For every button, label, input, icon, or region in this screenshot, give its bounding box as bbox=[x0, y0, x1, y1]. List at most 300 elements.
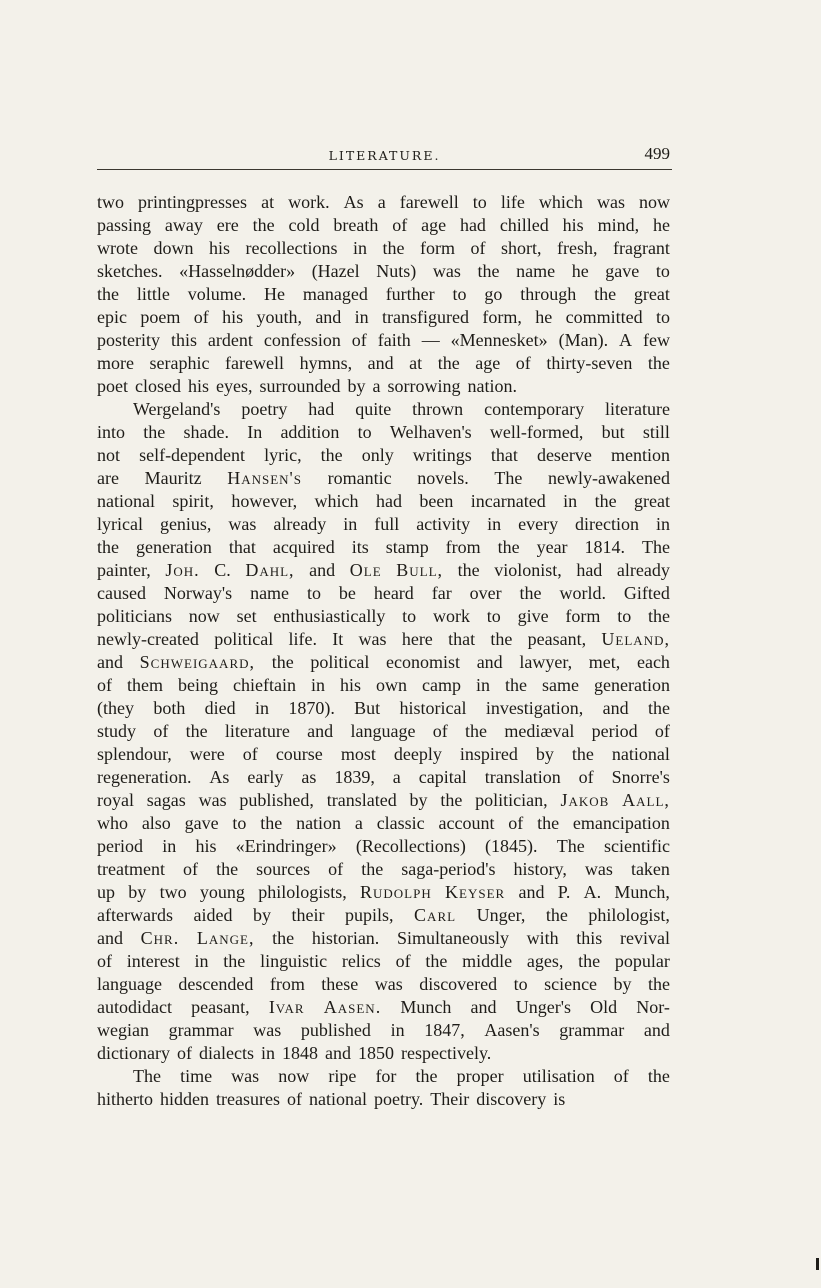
word: form bbox=[419, 238, 455, 258]
word: to bbox=[472, 192, 487, 212]
word: chilled bbox=[499, 215, 549, 235]
word: Munch, bbox=[614, 882, 670, 902]
word: age bbox=[475, 353, 501, 373]
word: The bbox=[641, 537, 670, 557]
word: in bbox=[563, 491, 578, 511]
word: and bbox=[315, 307, 342, 327]
word: a bbox=[354, 813, 363, 833]
text-line bbox=[97, 283, 670, 306]
word: already bbox=[616, 560, 670, 580]
word: utilisation bbox=[522, 1066, 595, 1086]
word: Ole bbox=[349, 560, 382, 580]
word: committed bbox=[565, 307, 643, 327]
word: to bbox=[617, 606, 632, 626]
word: period bbox=[591, 721, 638, 741]
word: Ivar bbox=[268, 997, 305, 1017]
word: economist bbox=[386, 652, 461, 672]
word: and bbox=[367, 353, 394, 373]
word: peasant, bbox=[191, 997, 250, 1017]
word: hymns, bbox=[299, 353, 353, 373]
word: met, bbox=[588, 652, 621, 672]
word: here bbox=[401, 629, 433, 649]
word: linguistic bbox=[260, 951, 328, 971]
word: the bbox=[97, 284, 119, 304]
word: the bbox=[223, 951, 246, 971]
word: set bbox=[236, 606, 257, 626]
word: Mauritz bbox=[144, 468, 202, 488]
word: however, bbox=[231, 491, 298, 511]
word: of bbox=[176, 1043, 192, 1063]
word: It bbox=[332, 629, 344, 649]
word: a bbox=[372, 376, 381, 396]
word: Snorre's bbox=[611, 767, 670, 787]
text-line bbox=[97, 306, 670, 329]
word: literature bbox=[224, 721, 290, 741]
word: recollections bbox=[245, 238, 338, 258]
word: political bbox=[310, 652, 370, 672]
word: deserve bbox=[536, 445, 592, 465]
word: of bbox=[97, 675, 112, 695]
word: of bbox=[395, 951, 411, 971]
word: was bbox=[231, 1066, 260, 1086]
word: stamp bbox=[385, 537, 429, 557]
text-line bbox=[97, 582, 670, 605]
text-line bbox=[97, 651, 670, 674]
word: the bbox=[97, 537, 119, 557]
word: their bbox=[291, 905, 325, 925]
word: Gifted bbox=[623, 583, 670, 603]
text-line bbox=[97, 605, 670, 628]
word: of bbox=[654, 721, 670, 741]
word: the bbox=[320, 445, 343, 465]
word: epic bbox=[97, 307, 127, 327]
word: writings bbox=[412, 445, 472, 465]
word: had bbox=[375, 491, 402, 511]
word: had bbox=[459, 215, 486, 235]
word: philologists, bbox=[258, 882, 347, 902]
text-line bbox=[97, 950, 670, 973]
word: translation bbox=[484, 767, 561, 787]
word: relics bbox=[341, 951, 381, 971]
word: Chr. bbox=[140, 928, 180, 948]
word: the bbox=[490, 629, 513, 649]
text-line bbox=[97, 398, 670, 421]
text-line bbox=[97, 743, 670, 766]
word: faith bbox=[377, 330, 411, 350]
word: fresh, bbox=[556, 238, 598, 258]
word: give bbox=[517, 606, 549, 626]
text-line bbox=[97, 766, 670, 789]
word: Joh. bbox=[165, 560, 200, 580]
word: taken bbox=[630, 859, 670, 879]
word: language bbox=[350, 721, 416, 741]
word: acquired bbox=[272, 537, 335, 557]
word: the bbox=[185, 721, 208, 741]
word: newly-awakened bbox=[548, 468, 670, 488]
word: direction bbox=[575, 514, 640, 534]
word: politician, bbox=[475, 790, 548, 810]
text-line bbox=[97, 789, 670, 812]
word: of bbox=[613, 1066, 629, 1086]
word: of bbox=[578, 767, 594, 787]
word: national bbox=[97, 491, 155, 511]
word: with bbox=[526, 928, 559, 948]
word: of bbox=[392, 215, 408, 235]
word: posterity bbox=[97, 330, 160, 350]
word: account bbox=[438, 813, 495, 833]
word: young bbox=[199, 882, 245, 902]
word: still bbox=[642, 422, 670, 442]
word: full bbox=[374, 514, 400, 534]
word: the bbox=[440, 790, 463, 810]
word: he bbox=[571, 261, 589, 281]
word: a bbox=[392, 767, 401, 787]
word: hidden bbox=[160, 1089, 209, 1109]
word: which bbox=[538, 192, 583, 212]
word: passing bbox=[97, 215, 151, 235]
word: his bbox=[222, 307, 244, 327]
word: go bbox=[484, 284, 503, 304]
word: to bbox=[655, 261, 670, 281]
text-line bbox=[97, 375, 670, 398]
word: ages, bbox=[526, 951, 564, 971]
word: course bbox=[275, 744, 323, 764]
word: peasant, bbox=[527, 629, 587, 649]
text-line bbox=[97, 1042, 670, 1065]
word: great bbox=[634, 491, 670, 511]
word: historian. bbox=[311, 928, 380, 948]
word: addition bbox=[280, 422, 340, 442]
text-line bbox=[97, 191, 670, 214]
word: poetry. bbox=[373, 1089, 424, 1109]
word: and bbox=[324, 1043, 351, 1063]
word: of bbox=[193, 307, 209, 327]
word: «Erindringer» bbox=[235, 836, 337, 856]
word: the bbox=[415, 1066, 438, 1086]
word: form bbox=[565, 606, 601, 626]
word: to bbox=[357, 422, 372, 442]
word: was bbox=[198, 790, 227, 810]
word: were bbox=[189, 744, 225, 764]
word: literature bbox=[605, 399, 670, 419]
word: that bbox=[490, 445, 518, 465]
word: aided bbox=[193, 905, 233, 925]
word: emancipation bbox=[572, 813, 670, 833]
word: of bbox=[432, 721, 448, 741]
word: mediæval bbox=[504, 721, 575, 741]
word: world. bbox=[559, 583, 606, 603]
word: been bbox=[419, 491, 454, 511]
word: same bbox=[542, 675, 579, 695]
text-line bbox=[97, 237, 670, 260]
word: of bbox=[183, 859, 199, 879]
word: in bbox=[194, 951, 209, 971]
word: the bbox=[143, 422, 166, 442]
word: ardent bbox=[207, 330, 253, 350]
word: of bbox=[515, 353, 531, 373]
word: them bbox=[127, 675, 163, 695]
word: to bbox=[306, 583, 321, 603]
word: in bbox=[487, 514, 502, 534]
text-line bbox=[97, 1019, 670, 1042]
word: painter, bbox=[97, 560, 151, 580]
word: national bbox=[308, 1089, 367, 1109]
word: and bbox=[643, 1020, 670, 1040]
word: its bbox=[351, 537, 369, 557]
word: to bbox=[232, 813, 247, 833]
word: that bbox=[448, 629, 476, 649]
word: sources bbox=[256, 859, 311, 879]
text-line bbox=[97, 881, 670, 904]
word: the bbox=[545, 905, 568, 925]
word: the bbox=[465, 721, 488, 741]
word: little bbox=[136, 284, 170, 304]
word: was bbox=[358, 629, 387, 649]
text-line bbox=[97, 720, 670, 743]
word: 1870). bbox=[288, 698, 335, 718]
word: he bbox=[652, 215, 670, 235]
word: to bbox=[402, 606, 417, 626]
word: national bbox=[611, 744, 670, 764]
word: and bbox=[97, 928, 123, 948]
word: history, bbox=[513, 859, 567, 879]
word: to bbox=[513, 974, 528, 994]
word: romantic bbox=[327, 468, 392, 488]
word: the bbox=[216, 859, 239, 879]
word: who bbox=[97, 813, 128, 833]
word: poem bbox=[140, 307, 181, 327]
word: As bbox=[343, 192, 364, 212]
word: thrown bbox=[412, 399, 464, 419]
word: discovered bbox=[419, 974, 498, 994]
word: was bbox=[374, 974, 403, 994]
word: two bbox=[159, 882, 187, 902]
word: and bbox=[470, 997, 497, 1017]
text-line bbox=[97, 812, 670, 835]
word: activity bbox=[416, 514, 471, 534]
word: closed bbox=[135, 376, 181, 396]
word: that bbox=[228, 537, 256, 557]
word: he bbox=[535, 307, 553, 327]
word: farewell bbox=[399, 192, 459, 212]
word: and bbox=[518, 882, 545, 902]
word: newly-created bbox=[97, 629, 199, 649]
word: lyric, bbox=[264, 445, 302, 465]
word: to bbox=[655, 307, 670, 327]
word: already bbox=[273, 514, 327, 534]
word: life. bbox=[288, 629, 317, 649]
word: more bbox=[97, 353, 134, 373]
word: the bbox=[648, 606, 670, 626]
word: Ueland, bbox=[601, 629, 670, 649]
word: in bbox=[310, 675, 325, 695]
word: transfigured bbox=[382, 307, 470, 327]
word: respectively. bbox=[400, 1043, 492, 1063]
word: ere bbox=[216, 215, 239, 235]
word: by bbox=[535, 744, 554, 764]
word: in bbox=[343, 514, 358, 534]
word: at bbox=[261, 192, 275, 212]
word: was bbox=[432, 261, 461, 281]
word: from bbox=[445, 537, 481, 557]
word: sketches. bbox=[97, 261, 163, 281]
word: shade. bbox=[183, 422, 229, 442]
word: Jakob bbox=[560, 790, 610, 810]
text-line bbox=[97, 628, 670, 651]
word: now bbox=[278, 1066, 310, 1086]
word: revival bbox=[619, 928, 670, 948]
margin-mark bbox=[816, 1258, 819, 1270]
word: of bbox=[153, 721, 169, 741]
word: his bbox=[208, 238, 230, 258]
word: the bbox=[382, 238, 405, 258]
word: genius, bbox=[159, 514, 212, 534]
word: to bbox=[452, 284, 467, 304]
word: surrounded bbox=[259, 376, 341, 396]
word: over bbox=[469, 583, 502, 603]
word: In bbox=[247, 422, 263, 442]
text-line bbox=[97, 214, 670, 237]
word: capital bbox=[418, 767, 467, 787]
word: managed bbox=[302, 284, 368, 304]
word: of bbox=[286, 1089, 302, 1109]
word: by bbox=[613, 974, 632, 994]
word: and bbox=[476, 652, 503, 672]
word: heard bbox=[373, 583, 414, 603]
word: his bbox=[339, 675, 361, 695]
word: away bbox=[164, 215, 203, 235]
word: incarnated bbox=[470, 491, 546, 511]
word: name bbox=[250, 583, 290, 603]
word: Rudolph bbox=[360, 882, 432, 902]
word: Bull, bbox=[396, 560, 444, 580]
text-line bbox=[97, 490, 670, 513]
page-number: 499 bbox=[644, 144, 670, 163]
word: self-dependent bbox=[139, 445, 246, 465]
word: 1848 bbox=[281, 1043, 318, 1063]
word: the bbox=[647, 1066, 670, 1086]
word: the bbox=[647, 698, 670, 718]
word: each bbox=[636, 652, 670, 672]
word: short, bbox=[500, 238, 542, 258]
word: in bbox=[162, 836, 177, 856]
word: Carl bbox=[414, 905, 457, 925]
word: (Hazel bbox=[311, 261, 360, 281]
word: philologist, bbox=[588, 905, 670, 925]
word: his bbox=[195, 836, 217, 856]
word: his bbox=[187, 376, 209, 396]
word: deeply bbox=[393, 744, 442, 764]
word: grammar bbox=[559, 1020, 625, 1040]
word: autodidact bbox=[97, 997, 172, 1017]
word: far bbox=[431, 583, 452, 603]
word: camp bbox=[422, 675, 461, 695]
word: Schweigaard, bbox=[139, 652, 256, 672]
word: Nor- bbox=[636, 997, 670, 1017]
word: these bbox=[321, 974, 359, 994]
word: of bbox=[470, 238, 486, 258]
word: form, bbox=[482, 307, 522, 327]
word: both bbox=[153, 698, 186, 718]
word: Old bbox=[590, 997, 618, 1017]
word: sorrowing bbox=[387, 376, 461, 396]
word: the bbox=[497, 537, 520, 557]
word: (1845). bbox=[485, 836, 538, 856]
word: scientific bbox=[603, 836, 670, 856]
word: published bbox=[300, 1020, 371, 1040]
word: seraphic bbox=[149, 353, 210, 373]
word: Lange, bbox=[196, 928, 255, 948]
word: of bbox=[242, 744, 258, 764]
word: to bbox=[486, 606, 501, 626]
word: Welhaven's bbox=[389, 422, 472, 442]
word: the bbox=[271, 652, 294, 672]
word: Nuts) bbox=[376, 261, 417, 281]
word: from bbox=[269, 974, 305, 994]
text-line bbox=[97, 421, 670, 444]
word: died bbox=[204, 698, 236, 718]
word: language bbox=[97, 974, 162, 994]
text-line bbox=[97, 674, 670, 697]
word: the bbox=[505, 675, 527, 695]
word: (Man). bbox=[558, 330, 609, 350]
word: chieftain bbox=[233, 675, 296, 695]
word: age bbox=[421, 215, 447, 235]
word: of bbox=[97, 951, 112, 971]
word: treatment bbox=[97, 859, 165, 879]
word: lawyer, bbox=[519, 652, 573, 672]
word: translated bbox=[326, 790, 397, 810]
word: had bbox=[576, 560, 603, 580]
word: the bbox=[519, 583, 542, 603]
word: printingpresses bbox=[138, 192, 248, 212]
word: work. bbox=[288, 192, 330, 212]
word: now bbox=[639, 192, 670, 212]
word: now bbox=[188, 606, 220, 626]
text-line bbox=[97, 835, 670, 858]
word: 1839, bbox=[334, 767, 375, 787]
word: quite bbox=[355, 399, 392, 419]
text-line bbox=[97, 352, 670, 375]
word: by bbox=[252, 905, 271, 925]
word: up bbox=[97, 882, 115, 902]
word: ripe bbox=[328, 1066, 357, 1086]
word: own bbox=[376, 675, 407, 695]
word: was bbox=[596, 192, 625, 212]
word: was bbox=[253, 1020, 282, 1040]
word: breath bbox=[333, 215, 379, 235]
word: in bbox=[475, 675, 490, 695]
word: confession bbox=[263, 330, 341, 350]
word: lyrical bbox=[97, 514, 143, 534]
word: eyes, bbox=[216, 376, 253, 396]
word: A. bbox=[583, 882, 602, 902]
word: Simultaneously bbox=[396, 928, 509, 948]
word: 1847, bbox=[424, 1020, 465, 1040]
word: early bbox=[247, 767, 284, 787]
word: further bbox=[385, 284, 435, 304]
word: was bbox=[584, 859, 613, 879]
text-line bbox=[97, 329, 670, 352]
word: gave bbox=[605, 261, 640, 281]
word: in bbox=[352, 238, 367, 258]
word: the bbox=[537, 813, 560, 833]
word: C. bbox=[214, 560, 231, 580]
word: (Recollections) bbox=[355, 836, 466, 856]
word: dialects bbox=[198, 1043, 254, 1063]
word: (they bbox=[97, 698, 134, 718]
word: name bbox=[516, 261, 556, 281]
